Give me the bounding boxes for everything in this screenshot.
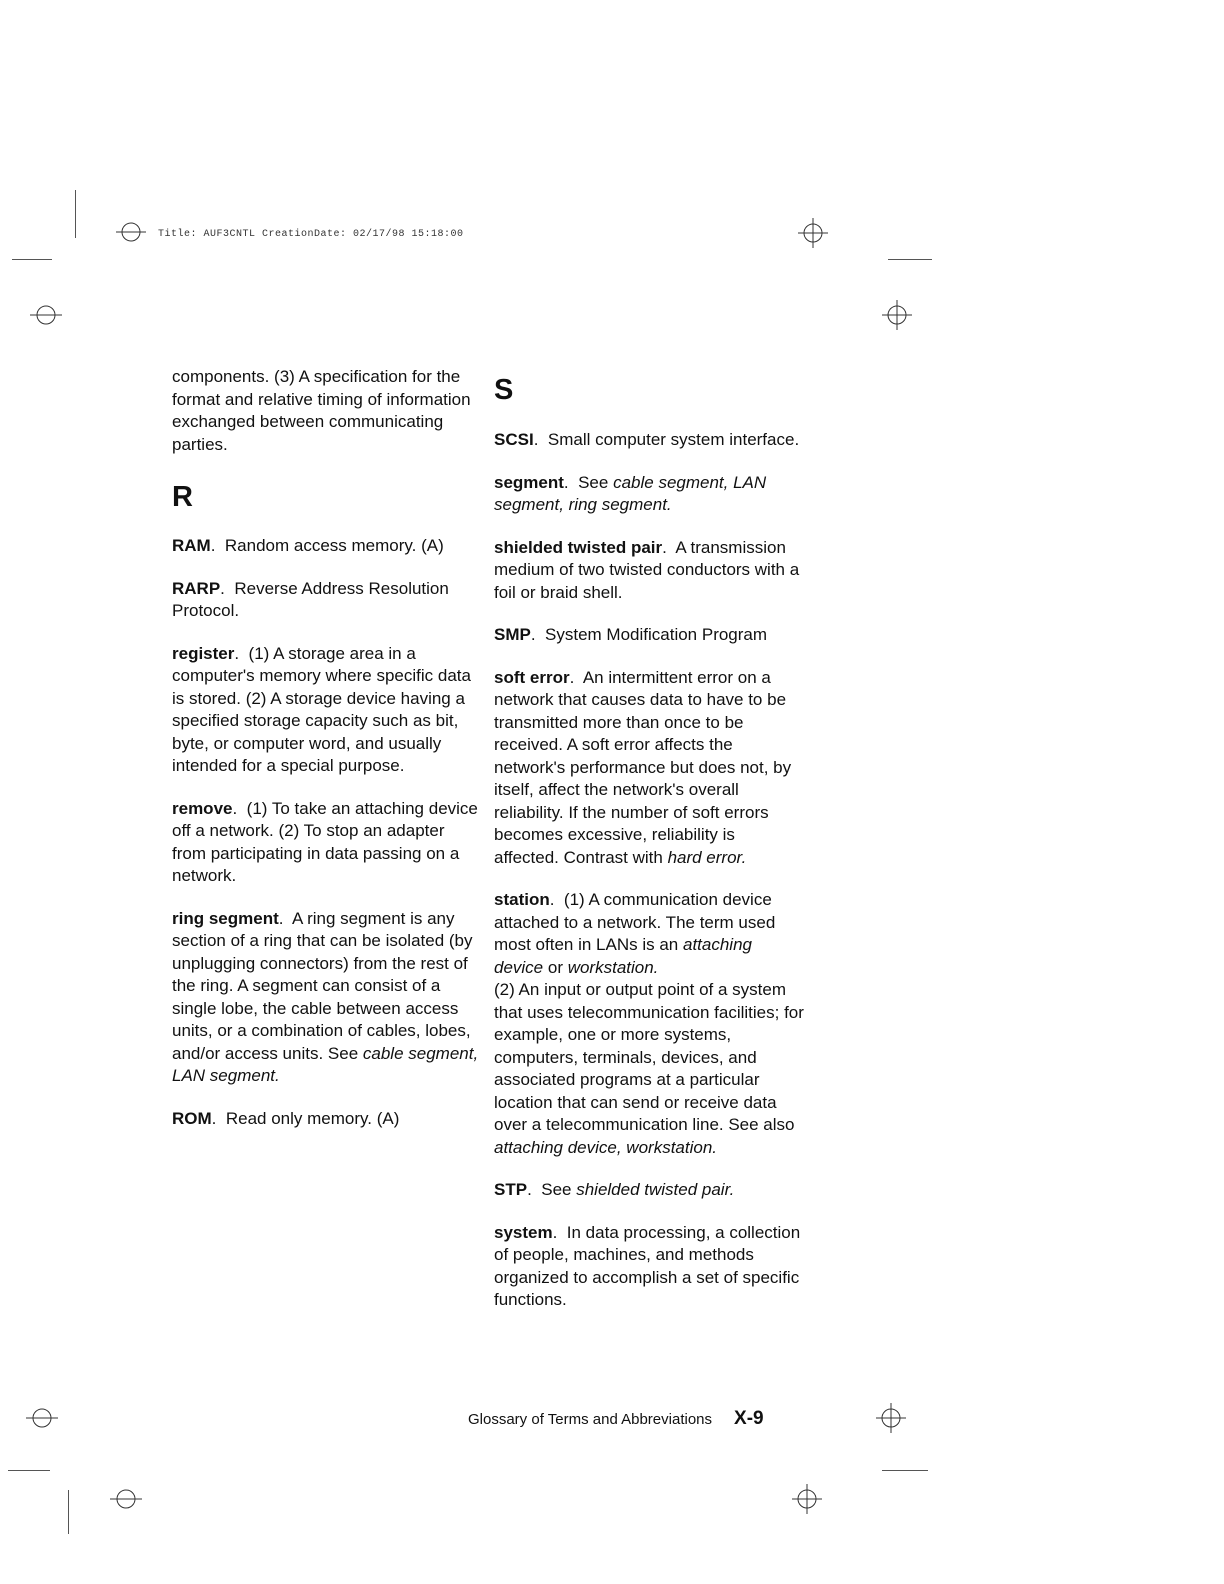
registration-mark-icon	[108, 1487, 144, 1511]
entry-term: ROM	[172, 1108, 212, 1128]
registration-mark-icon	[796, 216, 830, 250]
entry-definition: Random access memory. (A)	[224, 536, 444, 555]
glossary-entry-stp: STP. See shielded twisted pair.	[494, 1180, 735, 1199]
entry-definition: See	[578, 472, 614, 492]
glossary-entry-shielded-twisted-pair: shielded twisted pair. A transmission medium of two twisted conductors with a foil or braid shell.	[494, 537, 800, 602]
glossary-entry-ring-segment: ring segment. A ring segment is any section of a ring that can be isolated (by unplugging connectors) from the rest of the ring. A segment can consist of a single lobe, the cable between access units, or a combination of cables, lobes, and/or access units. See cable segment, LAN segment.	[172, 908, 479, 1085]
glossary-entry-remove: remove. (1) To take an attaching device off a network. (2) To stop an adapter from participating in data passing on a network.	[172, 798, 478, 885]
registration-mark-icon	[24, 1406, 60, 1430]
footer-title: Glossary of Terms and Abbreviations	[468, 1411, 713, 1428]
entry-definition-connector: or	[543, 957, 568, 977]
entry-term: station	[494, 890, 550, 909]
entry-definition: In data processing, a collection of people, machines, and methods organized to accomplish a set of specific functions.	[494, 1222, 801, 1309]
cross-reference: cable segment, LAN segment, ring segment.	[494, 472, 767, 514]
glossary-entry-rarp: RARP. Reverse Address Resolution Protocol.	[172, 578, 449, 620]
registration-mark-icon	[874, 1401, 908, 1435]
entry-term: segment	[494, 472, 564, 492]
glossary-entry-scsi: SCSI. Small computer system interface.	[494, 430, 800, 449]
glossary-entry-ram: RAM. Random access memory. (A)	[172, 536, 444, 555]
entry-term: STP	[494, 1180, 528, 1199]
creation-header: Title: AUF3CNTL CreationDate: 02/17/98 15:18:00	[158, 229, 464, 240]
registration-mark-icon	[790, 1482, 824, 1516]
glossary-entry-station: station. (1) A communication device attached to a network. The term used most often in LANs is an attaching device or workstation. (2) An input or output point of a system that uses telecommunication facilities; for example, one or more systems, computers, terminals, devices, and associated programs at a particular location that can send or receive data over a telecommunication line. See also attaching device, workstation.	[494, 890, 804, 1157]
glossary-entry-soft-error: soft error. An intermittent error on a network that causes data to have to be transmitted more than once to be received. A soft error affects the network's performance but does not, by itself, affect the network's overall reliability. If the number of soft errors becomes excessive, reliability is affected. Contrast with hard error.	[494, 667, 792, 867]
entry-term: RARP	[172, 578, 221, 598]
glossary-entry-smp: SMP. System Modification Program	[494, 625, 768, 644]
entry-definition: An intermittent error on a network that causes data to have to be transmitted more than once to be received. A soft error affects the network's performance but does not, by itself, affect the network's overall reliability. If the number of soft errors becomes excessive, reliability is affected. Contrast with	[494, 667, 792, 867]
cross-reference: attaching device, workstation.	[494, 1137, 718, 1157]
section-letter-r: R	[172, 481, 193, 513]
entry-definition: Read only memory. (A)	[225, 1108, 400, 1128]
cross-reference: shielded twisted pair.	[576, 1180, 735, 1199]
glossary-entry-segment: segment. See cable segment, LAN segment, ring segment.	[494, 472, 767, 514]
registration-mark-icon	[28, 303, 64, 327]
crop-line-top-left-horizontal	[12, 259, 52, 260]
entry-definition: Small computer system interface.	[547, 430, 800, 449]
entry-definition: See	[541, 1180, 577, 1199]
entry-definition: (1) A communication device attached to a network. The term used most often in LANs is an	[494, 890, 776, 954]
cross-reference: hard error.	[667, 847, 747, 867]
crop-line-top-right-horizontal	[888, 259, 932, 260]
crop-line-bottom-left-vertical	[68, 1490, 69, 1534]
cross-reference: workstation.	[567, 957, 659, 977]
glossary-entry-register: register. (1) A storage area in a computer's memory where specific data is stored. (2) A storage device having a specified storage capacity such as bit, byte, or computer word, and usually intended for a special purpose.	[172, 643, 471, 775]
entry-definition: (1) To take an attaching device off a network. (2) To stop an adapter from participating in data passing on a network.	[172, 798, 478, 885]
crop-line-top-left-vertical	[75, 190, 76, 238]
entry-term: RAM	[172, 536, 211, 555]
crop-line-bottom-left-horizontal	[8, 1470, 50, 1471]
entry-definition: (1) A storage area in a computer's memory where specific data is stored. (2) A storage device having a specified storage capacity such as bit, byte, or computer word, and usually intended for a special purpose.	[172, 643, 471, 775]
page-footer	[468, 1408, 764, 1430]
glossary-right-column	[494, 366, 804, 1332]
entry-definition-part-2: (2) An input or output point of a system that uses telecommunication facilities; for example, one or more systems, computers, terminals, devices, and associated programs at a particular location that can send or receive data over a telecommunication line. See also	[494, 980, 804, 1134]
cross-reference: attaching device	[494, 935, 752, 977]
crop-line-bottom-right-horizontal	[882, 1470, 928, 1471]
entry-term: shielded twisted pair	[494, 537, 663, 557]
glossary-entry-rom: ROM. Read only memory. (A)	[172, 1108, 400, 1128]
entry-term: soft error	[494, 667, 570, 687]
entry-definition: A ring segment is any section of a ring that can be isolated (by unplugging connectors) from the rest of the ring. A segment can consist of a single lobe, the cable between access units, or a combination of cables, lobes, and/or access units. See	[172, 908, 473, 1063]
entry-term: SMP	[494, 625, 531, 644]
entry-definition: System Modification Program	[545, 625, 768, 644]
section-letter-s: S	[494, 374, 514, 406]
entry-term: ring segment	[172, 908, 279, 928]
entry-term: remove	[172, 798, 233, 818]
entry-definition: A transmission medium of two twisted conductors with a foil or braid shell.	[494, 537, 800, 602]
registration-mark-icon	[880, 298, 914, 332]
entry-definition: Reverse Address Resolution Protocol.	[172, 578, 449, 620]
continuation-text: components. (3) A specification for the format and relative timing of information exchanged between communicating parties.	[172, 367, 471, 454]
registration-mark-icon	[114, 220, 148, 244]
entry-term: system	[494, 1222, 553, 1242]
cross-reference: cable segment, LAN segment.	[172, 1043, 479, 1085]
glossary-left-column	[172, 366, 482, 1150]
glossary-entry-system: system. In data processing, a collection of people, machines, and methods organized to accomplish a set of specific functions.	[494, 1222, 801, 1309]
entry-term: register	[172, 643, 235, 663]
entry-term: SCSI	[494, 430, 534, 449]
page-number: X-9	[734, 1408, 764, 1429]
